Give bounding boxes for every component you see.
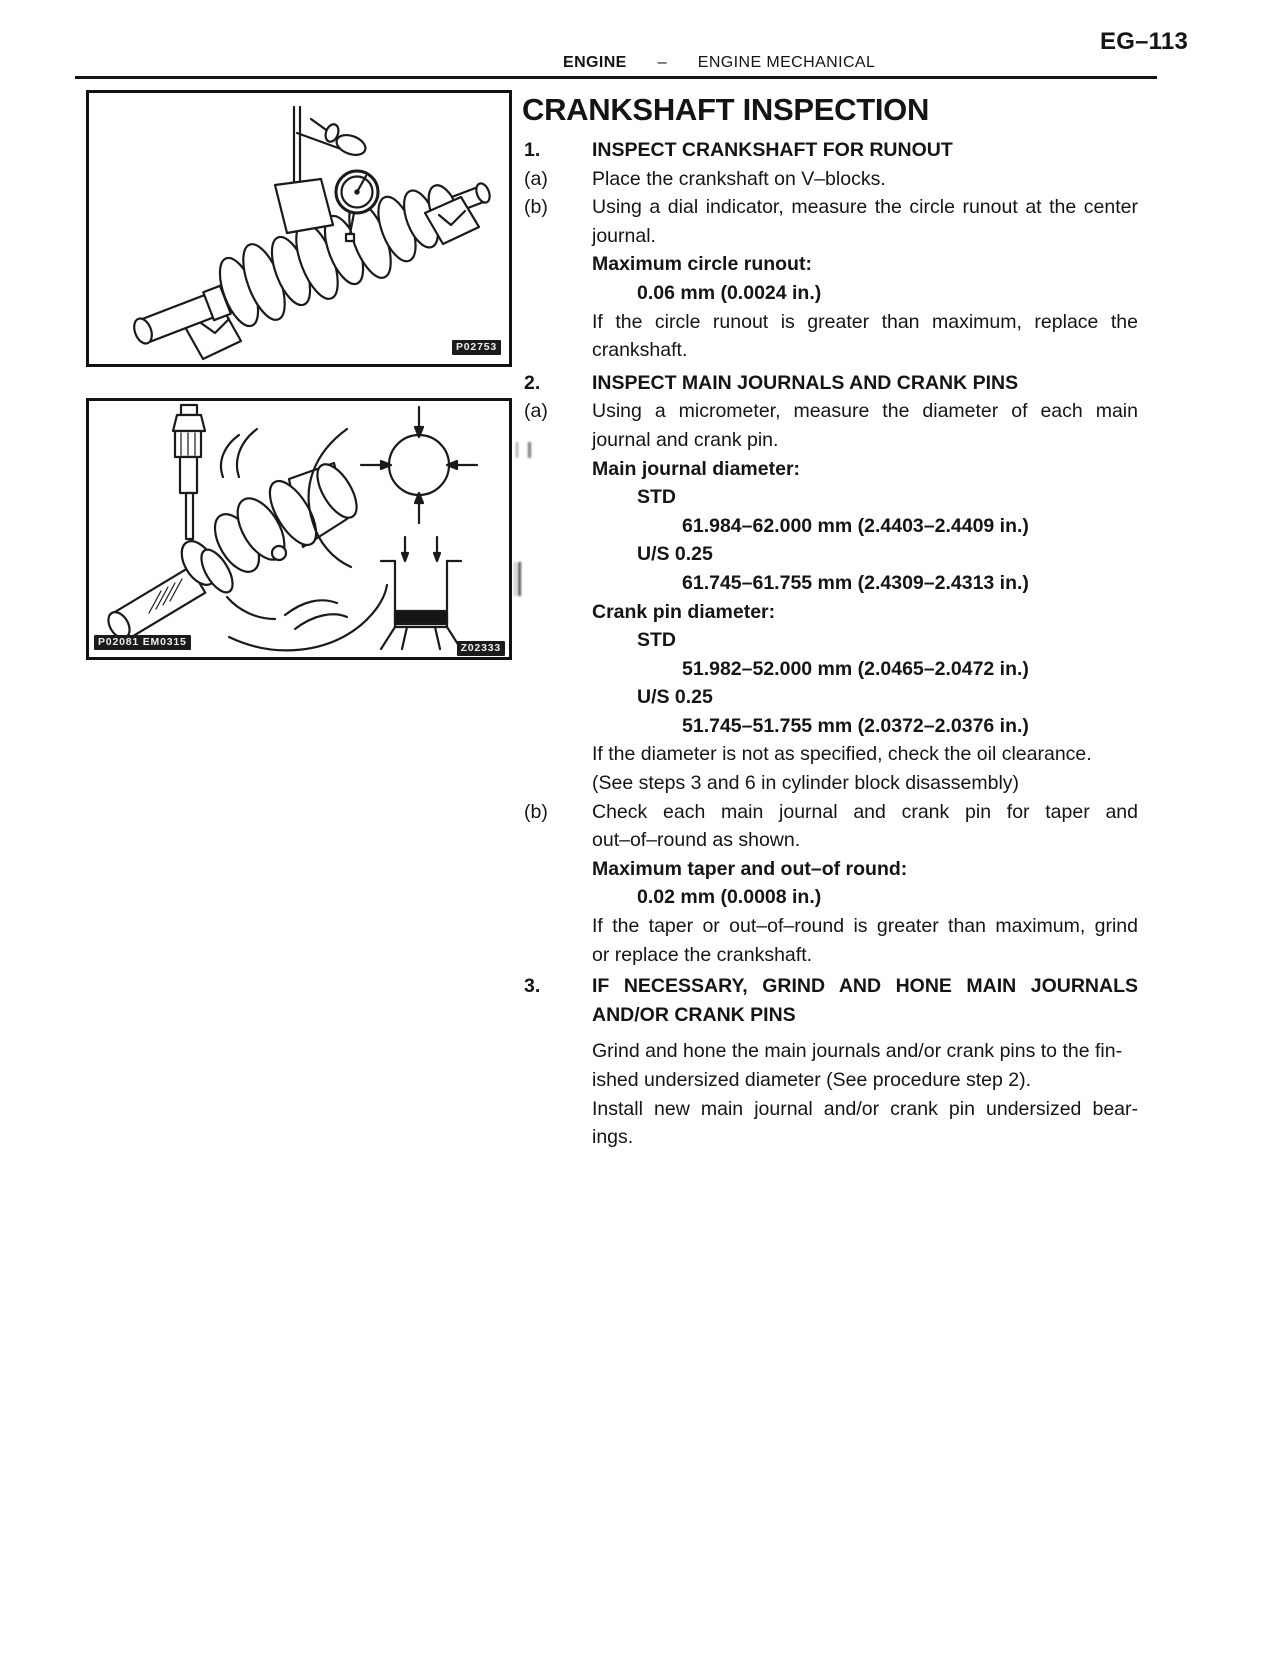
text-line — [524, 712, 1138, 741]
list-marker: (a) — [524, 400, 548, 423]
text-content: If the taper or out–of–round is greater than maximum, grind — [592, 915, 1138, 938]
text-line — [524, 426, 1138, 455]
text-content: 0.06 mm (0.0024 in.) — [637, 281, 822, 304]
text-line — [524, 165, 1138, 194]
text-content: If the diameter is not as specified, check the oil clearance. — [592, 743, 1092, 766]
text-line — [524, 193, 1138, 222]
text-line — [524, 336, 1138, 365]
text-line — [524, 222, 1138, 251]
text-line — [524, 136, 1138, 165]
text-line — [524, 655, 1138, 684]
text-content: U/S 0.25 — [637, 686, 713, 709]
text-content: U/S 0.25 — [637, 543, 713, 566]
micrometer-and-taper-diagram-drawing — [89, 401, 509, 657]
text-line — [524, 1095, 1138, 1124]
figure-code: Z02333 — [457, 641, 505, 656]
text-line — [524, 1066, 1138, 1095]
text-content: (See steps 3 and 6 in cylinder block disassembly) — [592, 772, 1020, 795]
text-content: INSPECT CRANKSHAFT FOR RUNOUT — [592, 139, 953, 161]
text-line — [524, 683, 1138, 712]
list-marker: (b) — [524, 800, 548, 823]
crankshaft-dial-indicator-drawing — [89, 93, 509, 364]
text-line — [524, 1123, 1138, 1152]
header-rule — [75, 76, 1157, 79]
scan-smudge — [514, 562, 523, 596]
text-line — [524, 540, 1138, 569]
text-content: or replace the crankshaft. — [592, 943, 813, 966]
text-line — [524, 855, 1138, 884]
text-content: Place the crankshaft on V–blocks. — [592, 167, 886, 190]
text-line — [524, 912, 1138, 941]
text-line — [524, 250, 1138, 279]
text-content: Grind and hone the main journals and/or crank pins to the fin- — [592, 1040, 1123, 1063]
text-line — [524, 1037, 1138, 1066]
text-content: Using a micrometer, measure the diameter of each main — [592, 400, 1138, 423]
text-line — [524, 598, 1138, 627]
text-line — [524, 740, 1138, 769]
text-content: Main journal diameter: — [592, 457, 801, 480]
text-content: Maximum circle runout: — [592, 253, 812, 276]
text-content: Install new main journal and/or crank pin undersized bear- — [592, 1097, 1138, 1120]
text-line — [524, 883, 1138, 912]
page-number: EG–113 — [1100, 28, 1188, 55]
figure-journal-measurement — [86, 398, 512, 660]
text-line — [524, 455, 1138, 484]
text-content: Using a dial indicator, measure the circle runout at the center — [592, 196, 1138, 219]
text-content: 61.984–62.000 mm (2.4403–2.4409 in.) — [682, 514, 1029, 537]
list-marker: (b) — [524, 196, 548, 219]
text-content: Crank pin diameter: — [592, 600, 776, 623]
header-subsection: ENGINE MECHANICAL — [697, 54, 876, 71]
text-content: ished undersized diameter (See procedure step 2). — [592, 1069, 1031, 1091]
figure-code: P02081 EM0315 — [94, 635, 191, 650]
list-marker: (a) — [524, 167, 548, 190]
page-title: CRANKSHAFT INSPECTION — [522, 92, 930, 127]
text-line — [524, 626, 1138, 655]
text-content: STD — [637, 486, 676, 509]
text-content: If the circle runout is greater than maximum, replace the — [592, 310, 1138, 333]
figure-runout-measurement — [86, 90, 512, 367]
text-line — [524, 483, 1138, 512]
list-marker: 2. — [524, 371, 541, 394]
text-line — [524, 941, 1138, 970]
text-content: out–of–round as shown. — [592, 829, 801, 852]
text-line — [524, 972, 1138, 1001]
scan-smudge — [516, 442, 531, 458]
text-content: Check each main journal and crank pin for taper and — [592, 800, 1138, 823]
text-content: crankshaft. — [592, 339, 688, 362]
list-marker: 3. — [524, 975, 541, 998]
text-content: AND/OR CRANK PINS — [592, 1003, 796, 1026]
text-content: 0.02 mm (0.0008 in.) — [637, 886, 822, 909]
text-line — [524, 569, 1138, 598]
text-line — [524, 798, 1138, 827]
text-line — [524, 369, 1138, 398]
text-content: ings. — [592, 1126, 634, 1149]
text-content: INSPECT MAIN JOURNALS AND CRANK PINS — [592, 371, 1019, 394]
text-content: IF NECESSARY, GRIND AND HONE MAIN JOURNALS — [592, 975, 1138, 998]
text-line — [524, 512, 1138, 541]
text-line — [524, 279, 1138, 308]
text-line — [524, 826, 1138, 855]
text-content: 51.982–52.000 mm (2.0465–2.0472 in.) — [682, 657, 1029, 680]
text-content: Maximum taper and out–of round: — [592, 857, 908, 880]
text-content: journal. — [592, 224, 656, 247]
text-line — [524, 769, 1138, 798]
text-content: 61.745–61.755 mm (2.4309–2.4313 in.) — [682, 571, 1029, 594]
text-line — [524, 1001, 1138, 1030]
text-line — [524, 397, 1138, 426]
procedure-text — [524, 136, 1138, 1152]
list-marker: 1. — [524, 139, 541, 161]
text-content: journal and crank pin. — [592, 428, 779, 451]
header-section: ENGINE — [563, 54, 627, 71]
text-content: STD — [637, 629, 676, 652]
header-dash: – — [657, 54, 667, 71]
figure-code: P02753 — [452, 340, 501, 355]
text-content: 51.745–51.755 mm (2.0372–2.0376 in.) — [682, 714, 1029, 737]
running-header — [563, 54, 875, 72]
text-line — [524, 308, 1138, 337]
